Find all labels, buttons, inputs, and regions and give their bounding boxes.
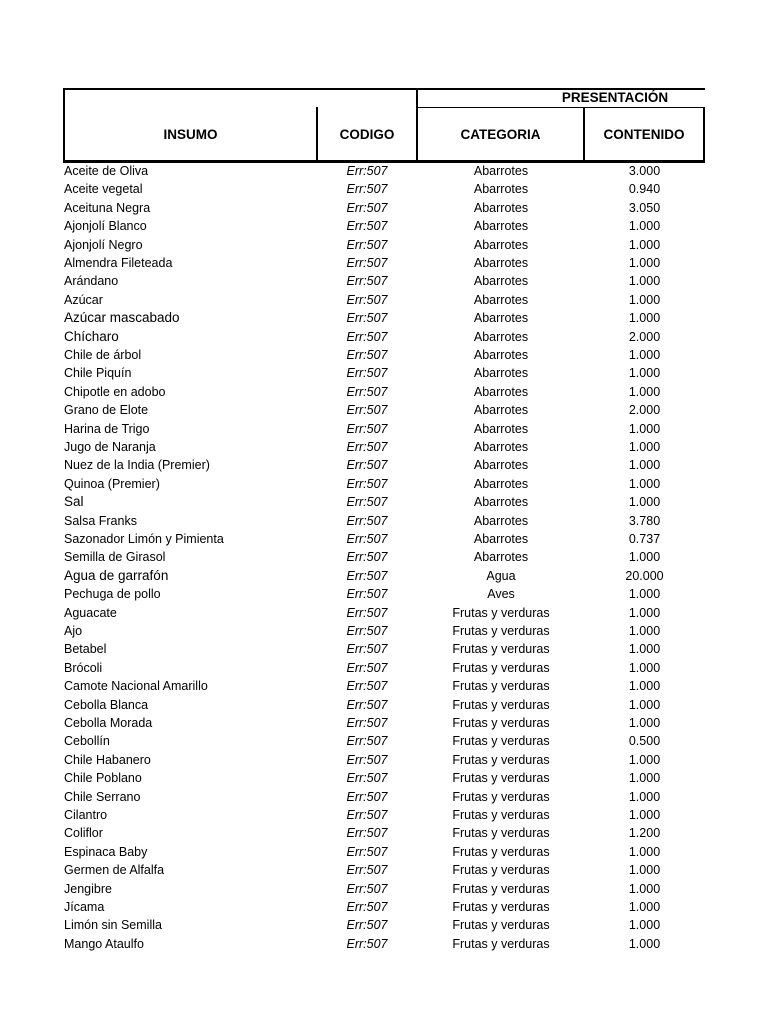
table-row (0, 806, 768, 824)
insumo-cell: Aguacate (64, 605, 117, 620)
categoria-cell: Abarrotes (473, 292, 529, 307)
insumo-cell: Cebollín (64, 734, 110, 749)
categoria-cell: Aves (487, 587, 515, 602)
categoria-cell: Abarrotes (473, 219, 529, 234)
table-row (0, 548, 768, 566)
table-row (0, 824, 768, 842)
codigo-cell: Err:507 (346, 219, 388, 234)
table-row (0, 309, 768, 327)
categoria-cell: Abarrotes (473, 513, 529, 528)
codigo-cell: Err:507 (346, 440, 388, 454)
contenido-cell: 1.000 (628, 366, 661, 381)
contenido-cell: 1.000 (628, 642, 661, 657)
contenido-cell: 1.000 (628, 624, 661, 638)
insumo-cell: Camote Nacional Amarillo (64, 679, 208, 694)
categoria-cell: Abarrotes (473, 458, 529, 473)
categoria-cell: Frutas y verduras (452, 734, 550, 749)
categoria-cell: Abarrotes (473, 532, 529, 546)
categoria-cell: Abarrotes (473, 348, 529, 362)
table-row (0, 788, 768, 806)
contenido-cell: 1.200 (628, 826, 661, 841)
contenido-cell: 1.000 (628, 605, 661, 620)
categoria-cell: Frutas y verduras (452, 808, 550, 822)
categoria-cell: Abarrotes (473, 274, 529, 289)
table-row (0, 199, 768, 217)
categoria-cell: Abarrotes (473, 329, 529, 344)
insumo-cell: Coliflor (64, 826, 103, 841)
insumo-cell: Sazonador Limón y Pimienta (64, 532, 224, 546)
codigo-cell: Err:507 (346, 642, 388, 657)
contenido-cell: 1.000 (628, 219, 661, 234)
contenido-cell: 1.000 (628, 587, 661, 602)
table-row (0, 475, 768, 493)
contenido-cell: 1.000 (628, 808, 661, 822)
categoria-cell: Abarrotes (473, 550, 529, 565)
insumo-cell: Cebolla Morada (64, 716, 153, 730)
codigo-cell: Err:507 (346, 421, 388, 436)
contenido-cell: 1.000 (628, 274, 661, 289)
categoria-cell: Abarrotes (473, 495, 529, 510)
insumo-cell: Ajo (64, 624, 83, 638)
table-row (0, 861, 768, 879)
codigo-cell: Err:507 (346, 256, 388, 270)
codigo-cell: Err:507 (346, 697, 388, 712)
table-row (0, 272, 768, 290)
categoria-cell: Abarrotes (473, 256, 529, 270)
insumo-cell: Ajonjolí Negro (64, 237, 143, 252)
codigo-cell: Err:507 (346, 936, 388, 951)
categoria-cell: Frutas y verduras (452, 605, 550, 620)
table-row (0, 640, 768, 658)
insumo-cell: Pechuga de pollo (64, 587, 161, 602)
contenido-cell: 1.000 (628, 752, 661, 767)
header-right-border (703, 107, 705, 163)
categoria-cell: Abarrotes (473, 403, 529, 418)
codigo-cell: Err:507 (346, 476, 388, 491)
insumo-cell: Arándano (64, 274, 119, 289)
contenido-cell: 1.000 (628, 789, 661, 804)
table-row (0, 935, 768, 953)
categoria-cell: Frutas y verduras (452, 881, 550, 896)
insumo-cell: Salsa Franks (64, 513, 137, 528)
categoria-cell: Agua (486, 568, 516, 583)
codigo-cell: Err:507 (346, 200, 388, 215)
codigo-cell: Err:507 (346, 808, 388, 822)
table-row (0, 383, 768, 401)
table-row (0, 291, 768, 309)
insumo-cell: Mango Ataulfo (64, 936, 144, 951)
codigo-cell: Err:507 (346, 900, 388, 914)
categoria-cell: Frutas y verduras (452, 697, 550, 712)
categoria-cell: Frutas y verduras (452, 936, 550, 951)
insumo-cell: Ajonjolí Blanco (64, 219, 147, 234)
contenido-cell: 1.000 (628, 716, 661, 730)
codigo-cell: Err:507 (346, 716, 388, 730)
table-row (0, 456, 768, 474)
insumo-cell: Quinoa (Premier) (64, 476, 160, 491)
categoria-cell: Frutas y verduras (452, 771, 550, 786)
contenido-cell: 1.000 (628, 495, 661, 510)
codigo-cell: Err:507 (346, 605, 388, 620)
categoria-cell: Abarrotes (473, 440, 529, 454)
codigo-cell: Err:507 (346, 311, 388, 326)
codigo-cell: Err:507 (346, 495, 388, 510)
table-row (0, 732, 768, 750)
table-row (0, 567, 768, 585)
categoria-cell: Frutas y verduras (452, 716, 550, 730)
table-row (0, 714, 768, 732)
table-row (0, 420, 768, 438)
contenido-cell: 3.050 (628, 200, 661, 215)
contenido-cell: 1.000 (628, 476, 661, 491)
table-row (0, 604, 768, 622)
contenido-cell: 1.000 (628, 440, 661, 454)
codigo-cell: Err:507 (346, 918, 388, 933)
codigo-cell: Err:507 (346, 274, 388, 289)
insumo-cell: Chile Piquín (64, 366, 132, 381)
categoria-cell: Frutas y verduras (452, 660, 550, 675)
codigo-cell: Err:507 (346, 513, 388, 528)
codigo-cell: Err:507 (346, 587, 388, 602)
contenido-cell: 1.000 (628, 311, 661, 326)
contenido-cell: 1.000 (628, 918, 661, 933)
categoria-cell: Abarrotes (473, 366, 529, 381)
insumo-cell: Chile de árbol (64, 348, 142, 362)
codigo-cell: Err:507 (346, 403, 388, 418)
categoria-cell: Frutas y verduras (452, 844, 550, 859)
categoria-cell: Abarrotes (473, 182, 529, 197)
codigo-cell: Err:507 (346, 844, 388, 859)
table-row (0, 346, 768, 364)
codigo-cell: Err:507 (346, 734, 388, 749)
codigo-cell: Err:507 (346, 329, 388, 344)
codigo-cell: Err:507 (346, 458, 388, 473)
insumo-cell: Nuez de la India (Premier) (64, 458, 210, 473)
contenido-cell: 3.780 (628, 513, 661, 528)
table-row (0, 769, 768, 787)
table-row (0, 659, 768, 677)
insumo-cell: Betabel (64, 642, 107, 657)
contenido-cell: 1.000 (628, 844, 661, 859)
codigo-cell: Err:507 (346, 366, 388, 381)
insumo-cell: Azúcar (64, 292, 103, 307)
table-row (0, 364, 768, 382)
insumo-cell: Limón sin Semilla (64, 918, 162, 933)
contenido-cell: 3.000 (628, 164, 661, 178)
categoria-cell: Frutas y verduras (452, 826, 550, 841)
insumo-cell: Sal (64, 494, 84, 510)
contenido-cell: 0.500 (628, 734, 661, 749)
codigo-cell: Err:507 (346, 789, 388, 804)
table-row (0, 622, 768, 640)
insumo-cell: Aceite vegetal (64, 182, 143, 197)
insumo-cell: Aceituna Negra (64, 200, 151, 215)
categoria-cell: Abarrotes (473, 200, 529, 215)
categoria-cell: Abarrotes (473, 476, 529, 491)
categoria-cell: Frutas y verduras (452, 642, 550, 657)
contenido-cell: 1.000 (628, 421, 661, 436)
insumo-cell: Almendra Fileteada (64, 256, 173, 270)
codigo-cell: Err:507 (346, 384, 388, 399)
table-row (0, 493, 768, 511)
categoria-cell: Frutas y verduras (452, 789, 550, 804)
insumo-cell: Chipotle en adobo (64, 384, 166, 399)
categoria-cell: Frutas y verduras (452, 918, 550, 933)
table-row (0, 162, 768, 180)
table-row (0, 217, 768, 235)
contenido-cell: 1.000 (628, 292, 661, 307)
contenido-cell: 1.000 (628, 237, 661, 252)
categoria-cell: Abarrotes (473, 421, 529, 436)
contenido-cell: 1.000 (628, 936, 661, 951)
table-row (0, 401, 768, 419)
contenido-cell: 1.000 (628, 384, 661, 399)
insumo-cell: Cilantro (64, 808, 108, 822)
insumo-cell: Chícharo (64, 328, 119, 344)
table-row (0, 236, 768, 254)
table-row (0, 880, 768, 898)
categoria-cell: Frutas y verduras (452, 900, 550, 914)
presentacion-underline (418, 107, 705, 108)
codigo-cell: Err:507 (346, 624, 388, 638)
categoria-cell: Frutas y verduras (452, 752, 550, 767)
table-row (0, 677, 768, 695)
insumo-cell: Chile Habanero (64, 752, 151, 767)
contenido-cell: 20.000 (625, 568, 664, 583)
contenido-cell: 1.000 (628, 863, 661, 878)
table-row (0, 843, 768, 861)
codigo-cell: Err:507 (346, 826, 388, 841)
codigo-cell: Err:507 (346, 182, 388, 197)
contenido-cell: 0.940 (628, 182, 661, 197)
categoria-cell: Frutas y verduras (452, 624, 550, 638)
table-row (0, 254, 768, 272)
categoria-cell: Abarrotes (473, 311, 529, 326)
contenido-cell: 1.000 (628, 458, 661, 473)
insumo-cell: Harina de Trigo (64, 421, 150, 436)
contenido-cell: 1.000 (628, 256, 661, 270)
table-row (0, 916, 768, 934)
insumo-cell: Jengibre (64, 881, 112, 896)
header-categoria: CATEGORIA (460, 127, 541, 142)
insumo-cell: Grano de Elote (64, 403, 149, 418)
table-row (0, 696, 768, 714)
contenido-cell: 1.000 (628, 881, 661, 896)
contenido-cell: 1.000 (628, 550, 661, 565)
insumo-cell: Agua de garrafón (64, 567, 169, 583)
contenido-cell: 1.000 (628, 660, 661, 675)
codigo-cell: Err:507 (346, 752, 388, 767)
codigo-cell: Err:507 (346, 164, 388, 178)
insumo-cell: Espinaca Baby (64, 844, 148, 859)
table-row (0, 751, 768, 769)
codigo-cell: Err:507 (346, 550, 388, 565)
insumo-cell: Semilla de Girasol (64, 550, 166, 565)
codigo-cell: Err:507 (346, 532, 388, 546)
insumo-cell: Cebolla Blanca (64, 697, 149, 712)
insumo-cell: Jugo de Naranja (64, 440, 156, 454)
insumo-cell: Aceite de Oliva (64, 164, 149, 178)
insumo-cell: Azúcar mascabado (64, 310, 180, 326)
codigo-cell: Err:507 (346, 348, 388, 362)
table-row (0, 180, 768, 198)
codigo-cell: Err:507 (346, 568, 388, 583)
header-contenido: CONTENIDO (603, 127, 685, 142)
table-row (0, 438, 768, 456)
codigo-cell: Err:507 (346, 237, 388, 252)
table-row (0, 512, 768, 530)
table-row (0, 530, 768, 548)
insumo-cell: Chile Poblano (64, 771, 142, 786)
categoria-cell: Abarrotes (473, 237, 529, 252)
contenido-cell: 2.000 (628, 329, 661, 344)
categoria-cell: Frutas y verduras (452, 863, 550, 878)
table-row (0, 328, 768, 346)
insumo-cell: Jícama (64, 900, 105, 914)
codigo-cell: Err:507 (346, 771, 388, 786)
codigo-cell: Err:507 (346, 881, 388, 896)
insumo-cell: Chile Serrano (64, 789, 141, 804)
contenido-cell: 2.000 (628, 403, 661, 418)
contenido-cell: 0.737 (628, 532, 661, 546)
header-codigo: CODIGO (339, 127, 395, 142)
header-presentacion: PRESENTACIÓN (561, 90, 669, 105)
codigo-cell: Err:507 (346, 660, 388, 675)
insumo-cell: Germen de Alfalfa (64, 863, 165, 878)
contenido-cell: 1.000 (628, 900, 661, 914)
categoria-cell: Abarrotes (473, 384, 529, 399)
contenido-cell: 1.000 (628, 697, 661, 712)
contenido-cell: 1.000 (628, 679, 661, 694)
categoria-cell: Frutas y verduras (452, 679, 550, 694)
contenido-cell: 1.000 (628, 771, 661, 786)
codigo-cell: Err:507 (346, 292, 388, 307)
codigo-cell: Err:507 (346, 863, 388, 878)
codigo-cell: Err:507 (346, 679, 388, 694)
header-insumo: INSUMO (163, 127, 218, 142)
contenido-cell: 1.000 (628, 348, 661, 362)
insumo-cell: Brócoli (64, 660, 103, 675)
categoria-cell: Abarrotes (473, 164, 529, 178)
table-row (0, 898, 768, 916)
table-row (0, 585, 768, 603)
